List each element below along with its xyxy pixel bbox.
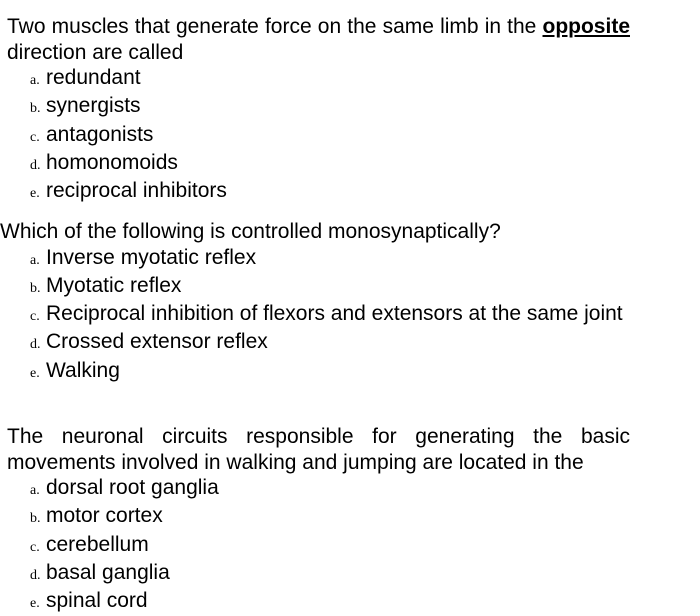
option-letter: d. xyxy=(30,157,41,173)
option-text: Walking xyxy=(46,358,120,382)
question-1-option-b xyxy=(30,93,630,121)
question-2 xyxy=(0,219,640,386)
question-2-option-c xyxy=(30,301,640,329)
option-letter: e. xyxy=(30,186,40,202)
option-text: Crossed extensor reflex xyxy=(46,330,268,354)
question-3-option-c xyxy=(30,532,630,560)
option-letter: b. xyxy=(30,101,41,117)
option-text: dorsal root ganglia xyxy=(46,476,219,499)
question-3-stem: The neuronal circuits responsible for generating the basic movements involved in walking and jumping are located in the xyxy=(7,425,630,474)
question-1 xyxy=(7,14,630,206)
question-1-option-c xyxy=(30,122,630,150)
option-letter: d. xyxy=(30,337,41,353)
option-text: reciprocal inhibitors xyxy=(46,179,227,203)
option-letter: e. xyxy=(30,365,40,381)
option-text: basal ganglia xyxy=(46,560,170,584)
question-2-option-a xyxy=(30,245,640,273)
option-text: Myotatic reflex xyxy=(46,273,182,297)
question-2-option-b xyxy=(30,273,640,301)
question-1-stem-text: Two muscles that generate force on the same limb in the xyxy=(7,15,543,38)
option-text: antagonists xyxy=(46,122,154,146)
option-text: motor cortex xyxy=(46,504,163,528)
option-letter: a. xyxy=(30,483,40,498)
question-1-option-d xyxy=(30,150,630,178)
question-1-options xyxy=(7,65,630,206)
question-2-options xyxy=(0,245,640,386)
option-letter: a. xyxy=(30,252,40,268)
option-letter: c. xyxy=(30,309,40,325)
option-letter: d. xyxy=(30,567,41,583)
option-letter: e. xyxy=(30,596,40,612)
option-letter: b. xyxy=(30,511,41,527)
option-letter: c. xyxy=(30,539,40,555)
option-letter: a. xyxy=(30,73,40,88)
option-text: cerebellum xyxy=(46,532,149,556)
option-text: Inverse myotatic reflex xyxy=(46,245,257,269)
question-2-stem: Which of the following is controlled monosynaptically? xyxy=(0,220,501,243)
option-text: synergists xyxy=(46,94,141,118)
question-3 xyxy=(7,424,630,616)
question-3-option-a xyxy=(30,475,630,503)
option-text: homonomoids xyxy=(46,150,178,174)
question-1-option-e xyxy=(30,178,630,206)
question-1-stem xyxy=(7,14,630,65)
question-3-option-e xyxy=(30,588,630,616)
option-text: spinal cord xyxy=(46,589,148,613)
question-3-option-b xyxy=(30,503,630,531)
question-1-emphasis: opposite xyxy=(542,15,630,38)
option-letter: b. xyxy=(30,280,41,296)
question-2-option-e xyxy=(30,358,640,386)
option-text: Reciprocal inhibition of flexors and extensors at the same joint xyxy=(46,302,623,326)
option-letter: c. xyxy=(30,129,40,145)
question-2-option-d xyxy=(30,329,640,357)
question-1-option-a xyxy=(30,65,630,93)
question-3-options xyxy=(7,475,630,616)
question-1-stem-text-end: direction are called xyxy=(7,40,184,64)
option-text: redundant xyxy=(46,66,141,89)
question-3-option-d xyxy=(30,560,630,588)
